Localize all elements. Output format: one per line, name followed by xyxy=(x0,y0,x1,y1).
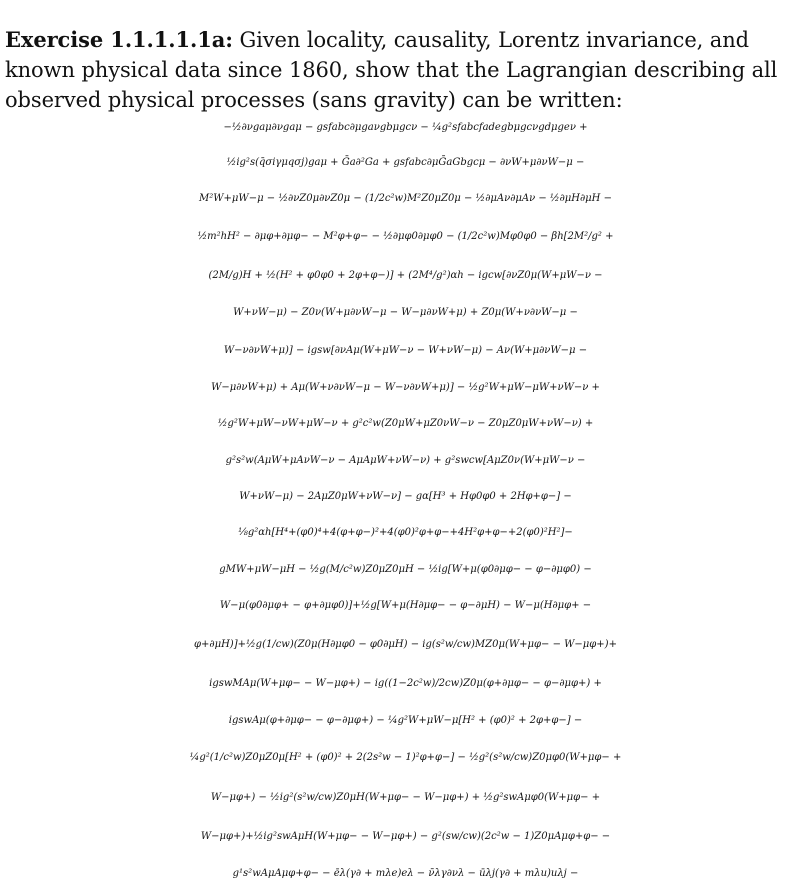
equation-line: W−μ(φ0∂μφ+ − φ+∂μφ0)]+½g[W+μ(H∂μφ− − φ−∂μH) − W−μ(H∂μφ+ − xyxy=(219,600,592,611)
equation-line: ⅛g²αh[H⁴+(φ0)⁴+4(φ+φ−)²+4(φ0)²φ+φ−+4H²φ+φ−+2(φ0)²H²]− xyxy=(238,527,573,538)
equation-line: M²W+μW−μ − ½∂νZ0μ∂νZ0μ − (1/2c²w)M²Z0μZ0μ − ½∂μAν∂μAν − ½∂μH∂μH − xyxy=(199,193,612,204)
equation-line: igswAμ(φ+∂μφ− − φ−∂μφ+) − ¼g²W+μW−μ[H² + (φ0)² + 2φ+φ−] − xyxy=(228,715,583,726)
equation-line: ½m²hH² − ∂μφ+∂μφ− − M²φ+φ− − ½∂μφ0∂μφ0 − (1/2c²w)Mφ0φ0 − βh[2M²/g² + xyxy=(197,231,614,242)
equation-line: W−μ∂νW+μ) + Aμ(W+ν∂νW−μ − W−ν∂νW+μ)] − ½g²W+μW−μW+νW−ν + xyxy=(211,382,600,393)
equation-line: gMW+μW−μH − ½g(M/c²w)Z0μZ0μH − ½ig[W+μ(φ0∂μφ− − φ−∂μφ0) − xyxy=(219,564,592,575)
equation-line: φ+∂μH)]+½g(1/cw)(Z0μ(H∂μφ0 − φ0∂μH) − ig(s²w/cw)MZ0μ(W+μφ− − W−μφ+)+ xyxy=(194,639,617,650)
equation-line: W+νW−μ) − Z0ν(W+μ∂νW−μ − W−μ∂νW+μ) + Z0μ(W+ν∂νW−μ − xyxy=(233,307,578,318)
equation-line: g¹s²wAμAμφ+φ− − ēλ(γ∂ + mλe)eλ − ν̄λγ∂νλ − ūλj(γ∂ + mλu)uλj − xyxy=(232,868,579,879)
equation-line: W+νW−μ) − 2AμZ0μW+νW−ν] − gα[H³ + Hφ0φ0 + 2Hφ+φ−] − xyxy=(239,491,572,502)
exercise-label: Exercise 1.1.1.1.1a: xyxy=(5,27,233,52)
equation-line: W−μφ+) − ½ig²(s²w/cw)Z0μH(W+μφ− − W−μφ+) + ½g²swAμφ0(W+μφ− + xyxy=(210,792,601,803)
exercise-text: Given locality, causality, Lorentz invariance, and known physical data since 1860, show that the Lagrangian describing all observed physical processes (sans gravity) can be written: xyxy=(5,28,778,112)
equation-line: W−μφ+)+½ig²swAμH(W+μφ− − W−μφ+) − g²(sw/cw)(2c²w − 1)Z0μAμφ+φ− − xyxy=(200,831,611,842)
equation-line: g²s²w(AμW+μAνW−ν − AμAμW+νW−ν) + g²swcw[AμZ0ν(W+μW−ν − xyxy=(225,455,586,466)
exercise-statement xyxy=(5,25,805,115)
equation-line: ½ig²s(q̄σiγμqσj)gaμ + Ḡa∂²Ga + gsfabc∂μḠaGbgcμ − ∂νW+μ∂νW−μ − xyxy=(226,157,585,168)
equation-line: igswMAμ(W+μφ− − W−μφ+) − ig((1−2c²w)/2cw)Z0μ(φ+∂μφ− − φ−∂μφ+) + xyxy=(209,678,602,689)
equation-line: ¼g²(1/c²w)Z0μZ0μ[H² + (φ0)² + 2(2s²w − 1)²φ+φ−] − ½g²(s²w/cw)Z0μφ0(W+μφ− + xyxy=(189,752,622,763)
equation-line: −½∂νgaμ∂νgaμ − gsfabc∂μgaνgbμgcν − ¼g²sfabcfadegbμgcνgdμgeν + xyxy=(223,122,588,133)
equation-line: ½g²W+μW−νW+μW−ν + g²c²w(Z0μW+μZ0νW−ν − Z0μZ0μW+νW−ν) + xyxy=(217,418,594,429)
equation-line: (2M/g)H + ½(H² + φ0φ0 + 2φ+φ−)] + (2M⁴/g²)αh − igcw[∂νZ0μ(W+μW−ν − xyxy=(208,270,603,281)
equation-line: W−ν∂νW+μ)] − igsw[∂νAμ(W+μW−ν − W+νW−μ) − Aν(W+μ∂νW−μ − xyxy=(223,345,588,356)
